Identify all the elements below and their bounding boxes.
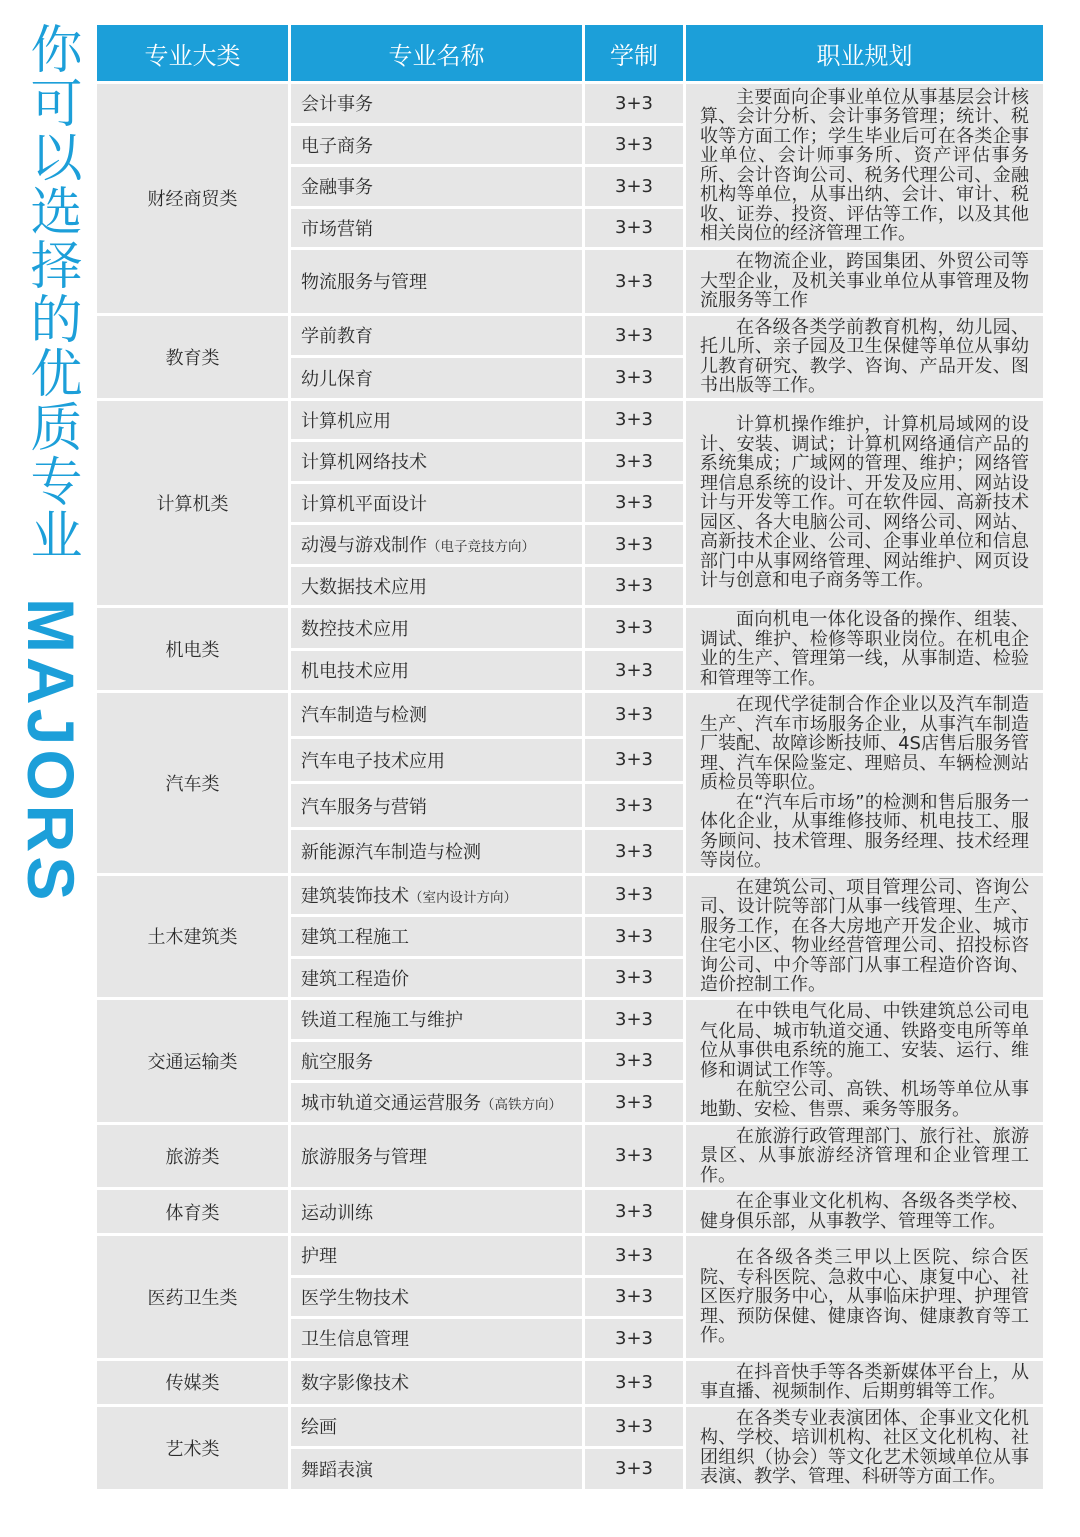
major-name-cell: [290, 916, 584, 958]
system-cell: 3+3: [584, 1082, 685, 1124]
major-name: 建筑工程造价: [301, 968, 409, 990]
major-name: 铁道工程施工与维护: [301, 1010, 463, 1032]
career-text-extra: 在航空公司、高铁、机场等单位从事地勤、安检、售票、乘务等服务。: [700, 1079, 1029, 1120]
major-name-cell: [290, 249, 584, 315]
career-text: 在中铁电气化局、中铁建筑总公司电气化局、城市轨道交通、铁路变电所等单位从事供电系统的施工、安装、运行、维修和调试工作等。: [700, 1001, 1029, 1081]
category-cell: 交通运输类: [96, 999, 290, 1124]
career-text: 在各类专业表演团体、企事业文化机构、学校、培训机构、社区文化机构、社团组织（协会）等文化艺术领域单位从事表演、教学、管理、科研等方面工作。: [700, 1407, 1029, 1487]
major-name: 计算机网络技术: [301, 452, 427, 474]
system-cell: 3+3: [584, 399, 685, 441]
system-cell: 3+3: [584, 482, 685, 524]
major-name-cell: [290, 166, 584, 208]
system-cell: 3+3: [584, 207, 685, 249]
major-name-cell: [290, 565, 584, 607]
career-text-extra: 在“汽车后市场”的检测和售后服务一体化企业，从事维修技师、机电技工、服务顾问、技术管理、服务经理、技术经理等岗位。: [700, 791, 1029, 871]
major-direction-note: （高铁方向）: [481, 1097, 562, 1114]
major-name-cell: [290, 482, 584, 524]
major-name: 航空服务: [301, 1051, 373, 1073]
major-name: 汽车电子技术应用: [301, 750, 445, 772]
major-name: 数字影像技术: [301, 1373, 409, 1394]
major-name-cell: [290, 874, 584, 916]
system-cell: 3+3: [584, 649, 685, 692]
table-row: [96, 1189, 1045, 1235]
career-cell: [685, 1405, 1045, 1490]
major-name: 大数据技术应用: [301, 576, 427, 598]
major-name-cell: [290, 399, 584, 441]
major-name: 新能源汽车制造与检测: [301, 842, 481, 864]
table-row: [96, 1405, 1045, 1448]
major-name-cell: [290, 314, 584, 357]
major-name-cell: [290, 999, 584, 1041]
career-text: 计算机操作维护，计算机局域网的设计、安装、调试；计算机网络通信产品的系统集成；广域网的管理、维护；网络管理信息系统的设计、开发及应用、网站设计与开发等工作。可在软件园、高新技术园区、各大电脑公司、网络公司、网站、高新技术企业、公司、企事业单位和信息部门中从事网络管理、网站维护、网页设计与创意和电子商务等工作。: [700, 414, 1029, 591]
system-cell: 3+3: [584, 737, 685, 783]
major-name: 建筑工程施工: [301, 927, 409, 949]
side-title: [14, 22, 88, 905]
major-direction-note: （电子竞技方向）: [427, 539, 535, 556]
system-cell: 3+3: [584, 692, 685, 738]
system-cell: 3+3: [584, 999, 685, 1041]
system-cell: 3+3: [584, 916, 685, 958]
header-system: 学制: [584, 24, 685, 83]
table-row: [96, 999, 1045, 1041]
header-career: 职业规划: [685, 24, 1045, 83]
major-name-cell: [290, 1318, 584, 1360]
career-cell: [685, 1235, 1045, 1360]
system-cell: 3+3: [584, 607, 685, 650]
header-name: 专业名称: [290, 24, 584, 83]
major-name: 数控技术应用: [301, 618, 409, 640]
career-cell: [685, 314, 1045, 399]
career-cell: [685, 1359, 1045, 1405]
career-text: 在抖音快手等各类新媒体平台上，从事直播、视频制作、后期剪辑等工作。: [700, 1361, 1029, 1402]
system-cell: 3+3: [584, 1405, 685, 1448]
table-body: [96, 83, 1045, 1491]
career-text: 在各级各类三甲以上医院、综合医院、专科医院、急救中心、康复中心、社区医疗服务中心，从事临床护理、护理管理、预防保健、健康咨询、健康教育等工作。: [700, 1247, 1029, 1346]
system-cell: 3+3: [584, 166, 685, 208]
major-name: 汽车服务与营销: [301, 796, 427, 818]
majors-table: [94, 22, 1046, 1492]
major-name: 护理: [301, 1246, 337, 1268]
table-row: [96, 399, 1045, 441]
major-name-cell: [290, 524, 584, 566]
category-cell: 教育类: [96, 314, 290, 399]
system-cell: 3+3: [584, 1123, 685, 1189]
table-header-row: [96, 24, 1045, 83]
major-name: 机电技术应用: [301, 661, 409, 683]
career-text: 面向机电一体化设备的操作、组装、调试、维护、检修等职业岗位。在机电企业的生产、管理第一线，从事制造、检验和管理等工作。: [700, 609, 1029, 689]
system-cell: 3+3: [584, 1235, 685, 1277]
major-name-cell: [290, 1276, 584, 1318]
category-cell: 医药卫生类: [96, 1235, 290, 1360]
major-name-cell: [290, 692, 584, 738]
table-row: [96, 1123, 1045, 1189]
system-cell: 3+3: [584, 314, 685, 357]
major-name-cell: [290, 124, 584, 166]
category-cell: 旅游类: [96, 1123, 290, 1189]
major-name: 计算机平面设计: [301, 493, 427, 515]
system-cell: 3+3: [584, 124, 685, 166]
career-text: 主要面向企事业单位从事基层会计核算、会计分析、会计事务管理；统计、税收等方面工作；学生毕业后可在各类企事业单位、会计师事务所、资产评估事务所、会计咨询公司、税务代理公司、金融机构等单位，从事出纳、会计、审计、税收、证券、投资、评估等工作，以及其他相关岗位的经济管理工作。: [700, 86, 1029, 244]
major-name-cell: [290, 441, 584, 483]
major-name: 金融事务: [301, 177, 373, 199]
major-name: 汽车制造与检测: [301, 705, 427, 727]
career-text: 在各级各类学前教育机构，幼儿园、托儿所、亲子园及卫生保健等单位从事幼儿教育研究、教学、咨询、产品开发、图书出版等工作。: [700, 316, 1029, 396]
career-text: 在物流企业，跨国集团、外贸公司等大型企业，及机关事业单位从事管理及物流服务等工作: [700, 251, 1029, 311]
major-name-cell: [290, 207, 584, 249]
major-name: 舞蹈表演: [301, 1459, 373, 1481]
career-text: 在现代学徒制合作企业以及汽车制造生产、汽车市场服务企业，从事汽车制造厂装配、故障诊断技师、4S店售后服务管理、汽车保险鉴定、理赔员、车辆检测站质检员等职位。: [700, 694, 1029, 793]
system-cell: 3+3: [584, 565, 685, 607]
system-cell: 3+3: [584, 83, 685, 125]
major-name-cell: [290, 357, 584, 400]
major-name: 学前教育: [301, 326, 373, 348]
major-name-cell: [290, 957, 584, 999]
major-name-cell: [290, 737, 584, 783]
career-text: 在企事业文化机构、各级各类学校、健身俱乐部，从事教学、管理等工作。: [700, 1191, 1029, 1232]
major-name-cell: [290, 828, 584, 874]
system-cell: 3+3: [584, 1318, 685, 1360]
career-cell: [685, 249, 1045, 315]
major-name-cell: [290, 1405, 584, 1448]
system-cell: 3+3: [584, 1448, 685, 1491]
table-row: [96, 874, 1045, 916]
category-cell: 财经商贸类: [96, 83, 290, 315]
system-cell: 3+3: [584, 957, 685, 999]
career-cell: [685, 692, 1045, 875]
system-cell: 3+3: [584, 1040, 685, 1082]
major-name: 医学生物技术: [301, 1287, 409, 1309]
major-name-cell: [290, 1448, 584, 1491]
system-cell: 3+3: [584, 1189, 685, 1235]
major-name-cell: [290, 649, 584, 692]
major-name-cell: [290, 607, 584, 650]
category-cell: 艺术类: [96, 1405, 290, 1490]
career-cell: [685, 1123, 1045, 1189]
category-cell: 机电类: [96, 607, 290, 692]
major-name: 绘画: [301, 1417, 337, 1439]
major-name-cell: [290, 83, 584, 125]
major-name-cell: [290, 1189, 584, 1235]
table-row: [96, 314, 1045, 357]
major-name: 卫生信息管理: [301, 1329, 409, 1351]
career-cell: [685, 1189, 1045, 1235]
major-name: 计算机应用: [301, 410, 391, 432]
major-name: 动漫与游戏制作: [301, 535, 427, 557]
table-row: [96, 692, 1045, 738]
career-cell: [685, 999, 1045, 1124]
system-cell: 3+3: [584, 524, 685, 566]
system-cell: 3+3: [584, 357, 685, 400]
career-cell: [685, 83, 1045, 249]
side-title-english: MAJORS: [14, 598, 88, 905]
system-cell: 3+3: [584, 1359, 685, 1405]
system-cell: 3+3: [584, 874, 685, 916]
career-text: 在旅游行政管理部门、旅行社、旅游景区、从事旅游经济管理和企业管理工作。: [700, 1125, 1029, 1186]
major-name-cell: [290, 1082, 584, 1124]
career-cell: [685, 607, 1045, 692]
career-cell: [685, 399, 1045, 607]
career-text: 在建筑公司、项目管理公司、咨询公司、设计院等部门从事一线管理、生产、服务工作，在各大房地产开发企业、城市住宅小区、物业经营管理公司、招投标咨询公司、中介等部门从事工程造价咨询、造价控制工作。: [700, 876, 1029, 996]
system-cell: 3+3: [584, 828, 685, 874]
major-name: 市场营销: [301, 218, 373, 240]
category-cell: 计算机类: [96, 399, 290, 607]
category-cell: 汽车类: [96, 692, 290, 875]
major-name-cell: [290, 1123, 584, 1189]
header-category: 专业大类: [96, 24, 290, 83]
table-row: [96, 1359, 1045, 1405]
table-row: [96, 607, 1045, 650]
table-row: [96, 83, 1045, 125]
major-name: 物流服务与管理: [301, 272, 427, 294]
major-name-cell: [290, 783, 584, 829]
system-cell: 3+3: [584, 441, 685, 483]
side-title-chinese: 你可以选择的优质专业: [21, 22, 81, 562]
major-name: 城市轨道交通运营服务: [301, 1093, 481, 1115]
major-direction-note: （室内设计方向）: [409, 889, 517, 906]
major-name: 旅游服务与管理: [301, 1146, 427, 1168]
career-cell: [685, 874, 1045, 999]
major-name: 建筑装饰技术: [301, 885, 409, 907]
category-cell: 体育类: [96, 1189, 290, 1235]
major-name: 幼儿保育: [301, 368, 373, 390]
system-cell: 3+3: [584, 249, 685, 315]
major-name: 会计事务: [301, 94, 373, 116]
system-cell: 3+3: [584, 1276, 685, 1318]
category-cell: 传媒类: [96, 1359, 290, 1405]
major-name-cell: [290, 1359, 584, 1405]
major-name-cell: [290, 1235, 584, 1277]
major-name: 电子商务: [301, 135, 373, 157]
major-name: 运动训练: [301, 1202, 373, 1224]
table-row: [96, 1235, 1045, 1277]
system-cell: 3+3: [584, 783, 685, 829]
major-name-cell: [290, 1040, 584, 1082]
category-cell: 土木建筑类: [96, 874, 290, 999]
